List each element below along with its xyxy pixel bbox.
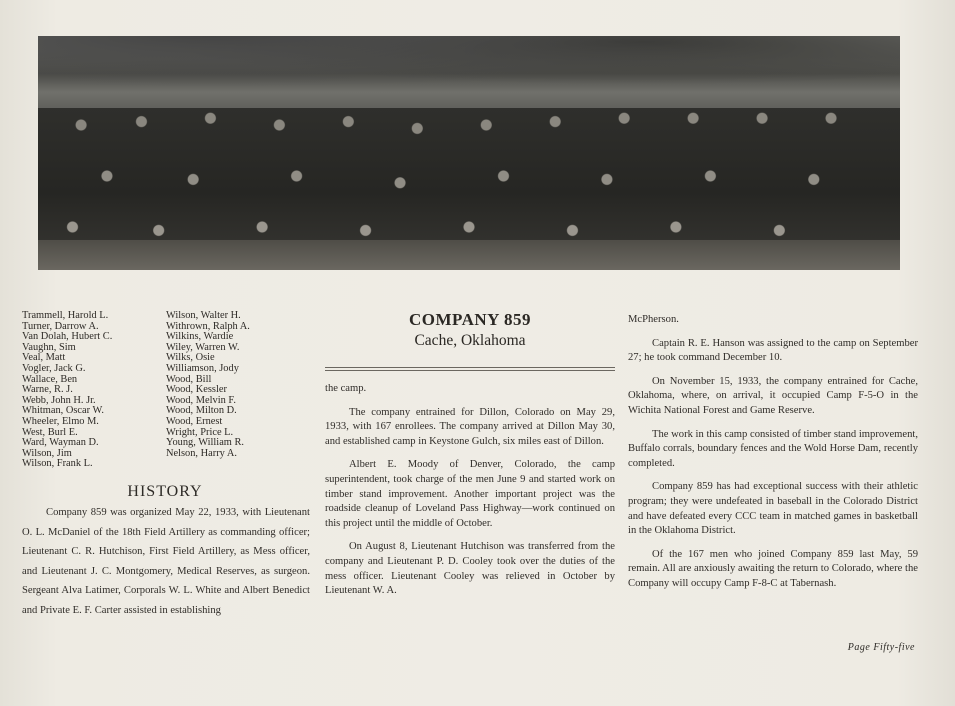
roster-name: Wallace, Ben [22,373,78,385]
company-location: Cache, Oklahoma [414,332,526,349]
paragraph: The work in this camp consisted of timber stand improvement, Buffalo corrals, boundary fences and the Wold Horse Dam, recently completed. [628,428,918,469]
photo-ground [38,240,900,270]
roster-name: Van Dolah, Hubert C. [22,331,113,343]
roster-name: Wood, Bill [166,373,212,385]
roster-name: Turner, Darrow A. [22,320,99,332]
paragraph-continuation: the camp. [325,383,367,394]
roster-name: Webb, John H. Jr. [22,394,96,406]
company-title: COMPANY 859 [408,310,532,329]
roster-name: Wood, Ernest [166,415,223,427]
paragraph: Of the 167 men who joined Company 859 last May, 59 remain. All are anxiously awaiting the return to Colorado, where the Company will occupy Camp F-8-C at Tabernash. [628,548,918,589]
roster-name: Warne, R. J. [22,384,73,396]
title-divider [325,367,615,371]
paragraph: Captain R. E. Hanson was assigned to the camp on September 27; he took command December 10. [628,337,918,364]
photo-background-hills [38,36,900,96]
roster-name: Wood, Kessler [166,384,227,396]
roster-name: Wright, Price L. [166,426,234,438]
roster-name: Vaughn, Sim [22,341,76,353]
roster-name: Young, William R. [166,437,245,449]
roster-name: Trammell, Harold L. [22,310,109,321]
roster-name: Williamson, Jody [166,362,239,374]
roster-name: Withrown, Ralph A. [166,320,250,332]
roster-name: Nelson, Harry A. [166,447,237,459]
paragraph: Albert E. Moody of Denver, Colorado, the camp superintendent, took charge of the men June 9 and started work on timber stand improvement. Another important project was the roadside cleanup of Loveland Pass Highway—work continued on this project until the middle of October. [325,459,615,529]
roster-name: Wilkins, Wardie [166,331,234,343]
history-heading: HISTORY [127,483,203,500]
paragraph: The company entrained for Dillon, Colorado on May 29, 1933, with 167 enrollees. The company arrived at Dillon May 30, and established camp in Keystone Gulch, six miles east of Dillon. [325,406,615,447]
middle-column [325,382,615,608]
roster-column-1 [22,311,112,470]
roster-name: Wheeler, Elmo M. [22,415,99,427]
history-paragraph: Company 859 was organized May 22, 1933, with Lieutenant O. L. McDaniel of the 18th Field Artillery as commanding officer; Lieutenant C. R. Hutchison, First Field Artillery, as Mess officer, and Lieutenant J. C. Montgomery, Medical Reserves, as surgeon. Sergeant Alva Latimer, Corporals W. L. White and Albert Benedict and Private E. F. Carter assisted in establishing [22,507,310,616]
roster-name: Vogler, Jack G. [22,362,86,374]
paragraph: On August 8, Lieutenant Hutchison was transferred from the company and Lieutenant P. D. Cooley took over the duties of the mess officer. Lieutenant Cooley was relieved in October by Lieutenant W. A. [325,541,615,597]
roster-name: Ward, Wayman D. [22,437,99,449]
roster-name: Wilson, Frank L. [22,458,93,470]
roster-name: Wood, Milton D. [166,405,237,417]
roster-column-2 [166,311,250,459]
roster-name: Wilson, Walter H. [166,310,241,321]
paragraph-continuation: McPherson. [628,314,679,325]
roster-name: Whitman, Oscar W. [22,405,104,417]
roster-name: Veal, Matt [22,352,66,364]
roster-name: Wood, Melvin F. [166,394,236,406]
roster-name: West, Burl E. [22,426,78,438]
company-group-photo [38,36,900,270]
right-column [628,313,918,601]
paragraph: On November 15, 1933, the company entrained for Cache, Oklahoma, where, on arrival, it occupied Camp F-5-O in the Wichita National Forest and Game Reserve. [628,375,918,416]
page-number: Page Fifty-five [847,642,915,653]
paragraph: Company 859 has had exceptional success with their athletic program; they were undefeated in baseball in the Colorado District and have defeated every CCC team in matched games in basketball in the Oklahoma District. [628,481,918,537]
roster-name: Wilks, Osie [166,352,215,364]
history-body [22,503,310,621]
roster-name: Wiley, Warren W. [166,341,240,353]
roster-name: Wilson, Jim [22,447,72,459]
